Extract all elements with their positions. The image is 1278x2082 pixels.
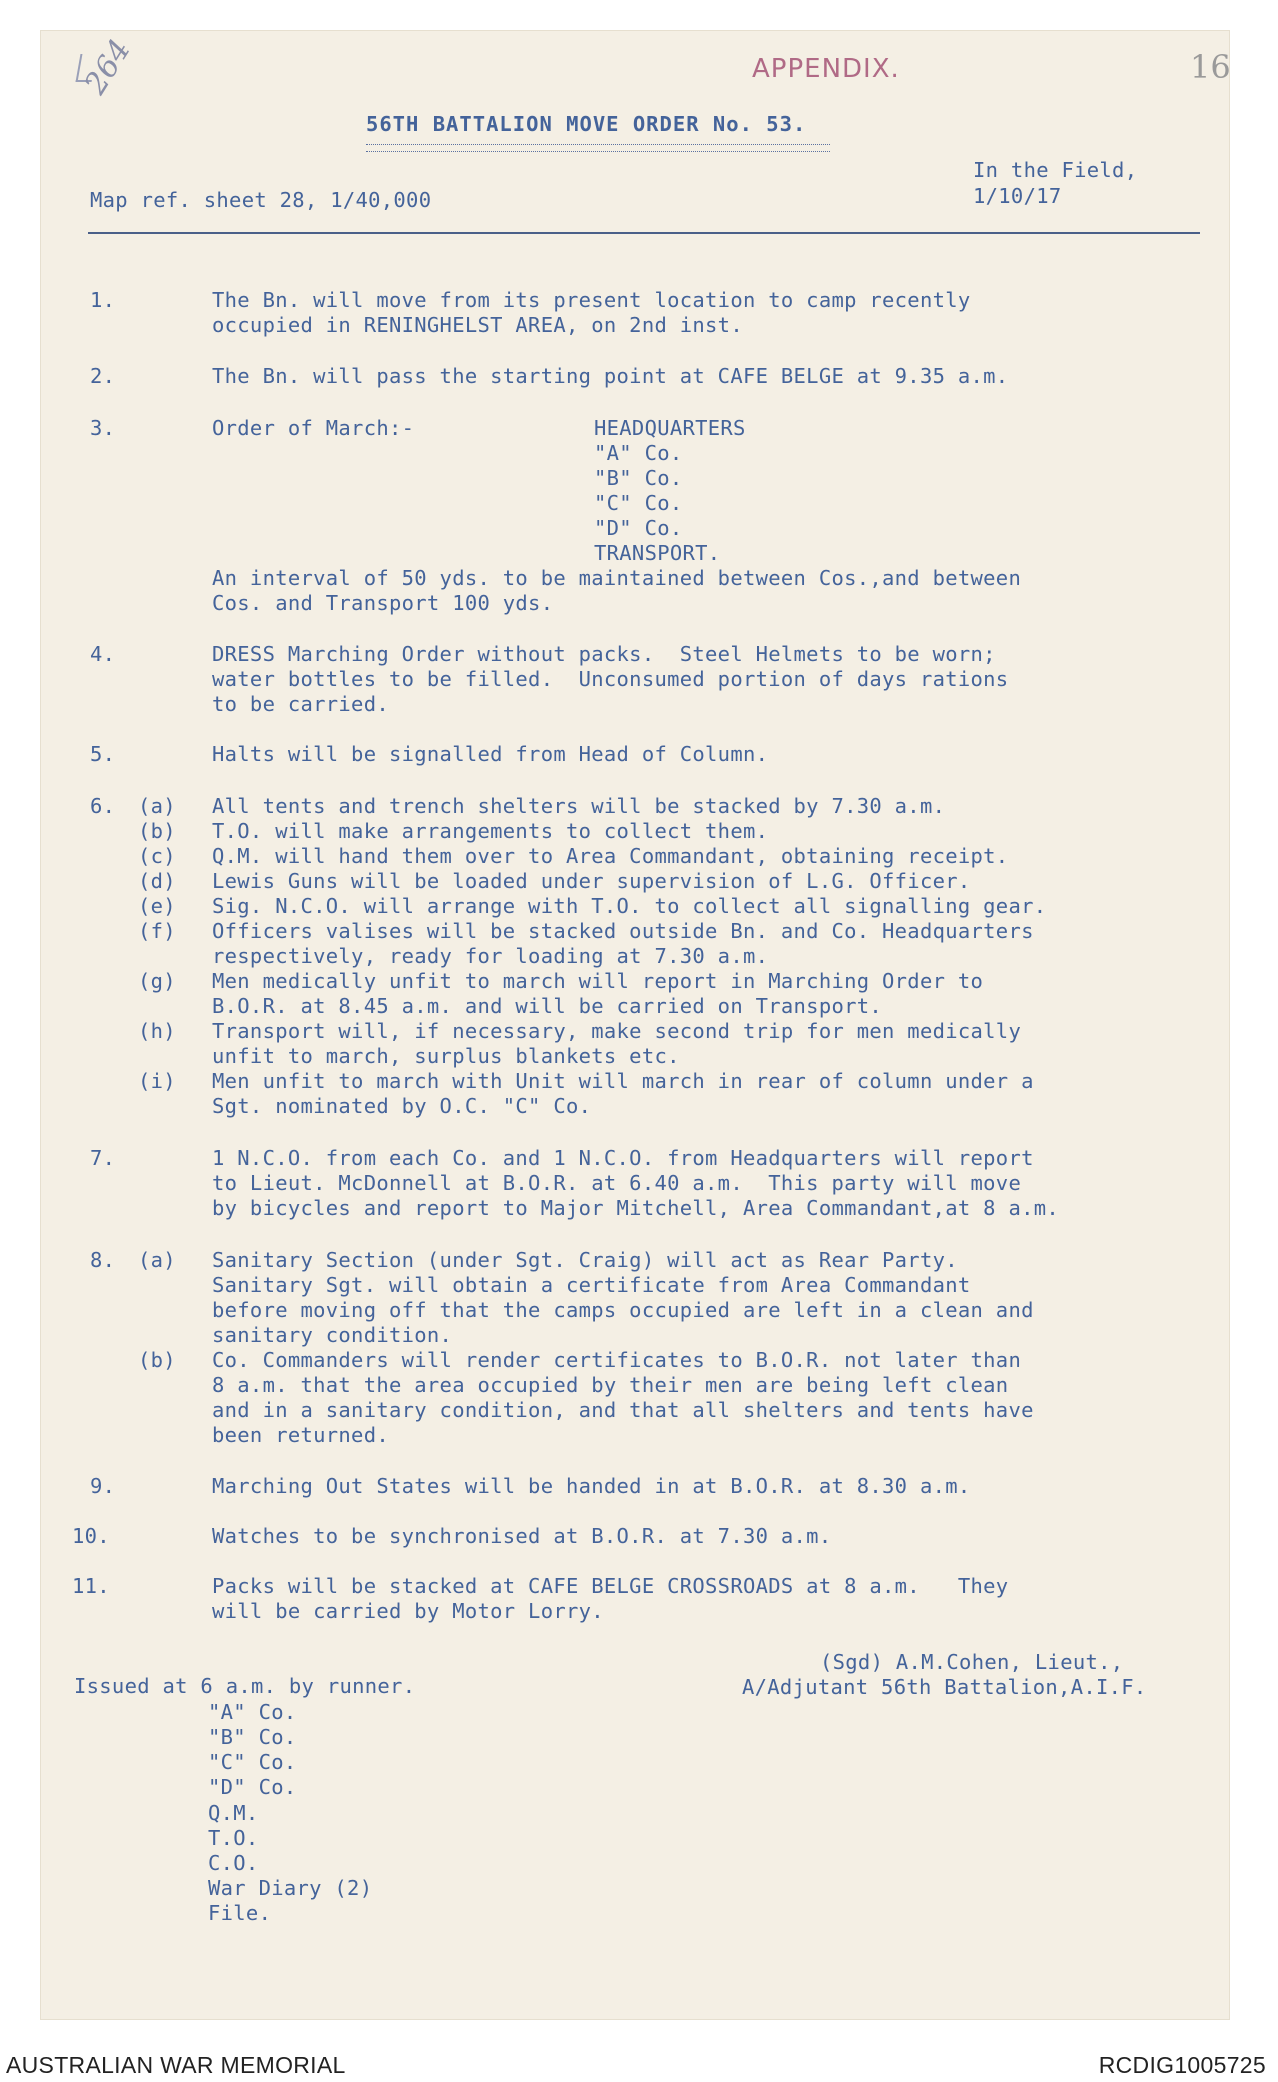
page-number: 16 — [1190, 48, 1231, 86]
para-number: 10. — [72, 1524, 110, 1548]
para-line: The Bn. will move from its present location to camp recently — [212, 288, 971, 312]
sub-label: (i) — [138, 1069, 176, 1093]
sub-label: (b) — [138, 1348, 176, 1372]
distribution-item: Q.M. — [208, 1801, 259, 1825]
document-title: 56TH BATTALION MOVE ORDER No. 53. — [366, 112, 807, 136]
distribution-item: "B" Co. — [208, 1725, 297, 1749]
para-line: unfit to march, surplus blankets etc. — [212, 1044, 680, 1068]
para-line: to be carried. — [212, 692, 389, 716]
para-line: All tents and trench shelters will be stacked by 7.30 a.m. — [212, 794, 946, 818]
para-line: water bottles to be filled. Unconsumed portion of days rations — [212, 667, 1009, 691]
para-number: 11. — [72, 1574, 110, 1598]
para-line: Order of March:- — [212, 416, 415, 440]
sub-label: (e) — [138, 894, 176, 918]
para-line: 1 N.C.O. from each Co. and 1 N.C.O. from Headquarters will report — [212, 1146, 1034, 1170]
para-line: Cos. and Transport 100 yds. — [212, 591, 554, 615]
sub-label: (a) — [138, 794, 176, 818]
para-number: 1. — [90, 288, 116, 312]
appendix-stamp: APPENDIX. — [752, 54, 900, 84]
para-line: been returned. — [212, 1423, 389, 1447]
sub-label: (d) — [138, 869, 176, 893]
para-number: 7. — [90, 1146, 116, 1170]
handwritten-reference: 264 — [78, 33, 139, 101]
distribution-item: C.O. — [208, 1851, 259, 1875]
footer-record-id: RCDIG1005725 — [1098, 2052, 1266, 2078]
para-line: B.O.R. at 8.45 a.m. and will be carried on Transport. — [212, 994, 883, 1018]
issued-line: Issued at 6 a.m. by runner. — [74, 1674, 416, 1698]
para-line: respectively, ready for loading at 7.30 a.m. — [212, 944, 769, 968]
para-line: sanitary condition. — [212, 1323, 453, 1347]
distribution-item: "A" Co. — [208, 1700, 297, 1724]
para-line: The Bn. will pass the starting point at CAFE BELGE at 9.35 a.m. — [212, 364, 1009, 388]
footer-institution: AUSTRALIAN WAR MEMORIAL — [6, 2052, 346, 2078]
march-order-item: "D" Co. — [594, 516, 683, 540]
para-number: 5. — [90, 742, 116, 766]
para-line: Officers valises will be stacked outside Bn. and Co. Headquarters — [212, 919, 1034, 943]
para-line: Sanitary Sgt. will obtain a certificate from Area Commandant — [212, 1273, 971, 1297]
location-line: In the Field, — [973, 158, 1138, 182]
signature-line: (Sgd) A.M.Cohen, Lieut., — [820, 1650, 1124, 1674]
title-underline — [366, 144, 830, 152]
sub-label: (f) — [138, 919, 176, 943]
para-line: Sanitary Section (under Sgt. Craig) will act as Rear Party. — [212, 1248, 958, 1272]
order-date: 1/10/17 — [973, 184, 1062, 208]
para-line: DRESS Marching Order without packs. Steel Helmets to be worn; — [212, 642, 996, 666]
para-line: will be carried by Motor Lorry. — [212, 1599, 604, 1623]
para-line: Men medically unfit to march will report in Marching Order to — [212, 969, 984, 993]
para-line: before moving off that the camps occupied are left in a clean and — [212, 1298, 1034, 1322]
sub-label: (c) — [138, 844, 176, 868]
para-line: Men unfit to march with Unit will march in rear of column under a — [212, 1069, 1034, 1093]
para-line: Lewis Guns will be loaded under supervision of L.G. Officer. — [212, 869, 971, 893]
para-line: Sgt. nominated by O.C. "C" Co. — [212, 1094, 592, 1118]
march-order-item: HEADQUARTERS — [594, 416, 746, 440]
para-number: 8. — [90, 1248, 116, 1272]
sub-label: (g) — [138, 969, 176, 993]
para-line: and in a sanitary condition, and that all shelters and tents have — [212, 1398, 1034, 1422]
distribution-item: T.O. — [208, 1826, 259, 1850]
distribution-item: File. — [208, 1901, 272, 1925]
para-line: An interval of 50 yds. to be maintained between Cos.,and between — [212, 566, 1022, 590]
march-order-item: TRANSPORT. — [594, 541, 721, 565]
para-line: Q.M. will hand them over to Area Commandant, obtaining receipt. — [212, 844, 1009, 868]
para-number: 6. — [90, 794, 116, 818]
para-line: by bicycles and report to Major Mitchell, Area Commandant,at 8 a.m. — [212, 1196, 1060, 1220]
signature-title: A/Adjutant 56th Battalion,A.I.F. — [742, 1675, 1147, 1699]
para-line: 8 a.m. that the area occupied by their men are being left clean — [212, 1373, 1009, 1397]
para-line: Marching Out States will be handed in at B.O.R. at 8.30 a.m. — [212, 1474, 971, 1498]
para-line: Halts will be signalled from Head of Column. — [212, 742, 769, 766]
para-line: T.O. will make arrangements to collect them. — [212, 819, 769, 843]
para-line: Packs will be stacked at CAFE BELGE CROSSROADS at 8 a.m. They — [212, 1574, 1009, 1598]
para-line: occupied in RENINGHELST AREA, on 2nd inst. — [212, 313, 743, 337]
para-number: 4. — [90, 642, 116, 666]
para-number: 3. — [90, 416, 116, 440]
distribution-item: "C" Co. — [208, 1750, 297, 1774]
para-number: 9. — [90, 1474, 116, 1498]
para-line: Sig. N.C.O. will arrange with T.O. to collect all signalling gear. — [212, 894, 1047, 918]
para-line: Watches to be synchronised at B.O.R. at 7.30 a.m. — [212, 1524, 832, 1548]
para-line: Transport will, if necessary, make second trip for men medically — [212, 1019, 1022, 1043]
header-rule — [88, 232, 1200, 234]
para-line: Co. Commanders will render certificates to B.O.R. not later than — [212, 1348, 1022, 1372]
distribution-item: War Diary (2) — [208, 1876, 373, 1900]
map-reference: Map ref. sheet 28, 1/40,000 — [90, 188, 432, 212]
distribution-item: "D" Co. — [208, 1775, 297, 1799]
para-line: to Lieut. McDonnell at B.O.R. at 6.40 a.m. This party will move — [212, 1171, 1022, 1195]
sub-label: (h) — [138, 1019, 176, 1043]
march-order-item: "A" Co. — [594, 441, 683, 465]
march-order-item: "B" Co. — [594, 466, 683, 490]
sub-label: (a) — [138, 1248, 176, 1272]
march-order-item: "C" Co. — [594, 491, 683, 515]
sub-label: (b) — [138, 819, 176, 843]
para-number: 2. — [90, 364, 116, 388]
